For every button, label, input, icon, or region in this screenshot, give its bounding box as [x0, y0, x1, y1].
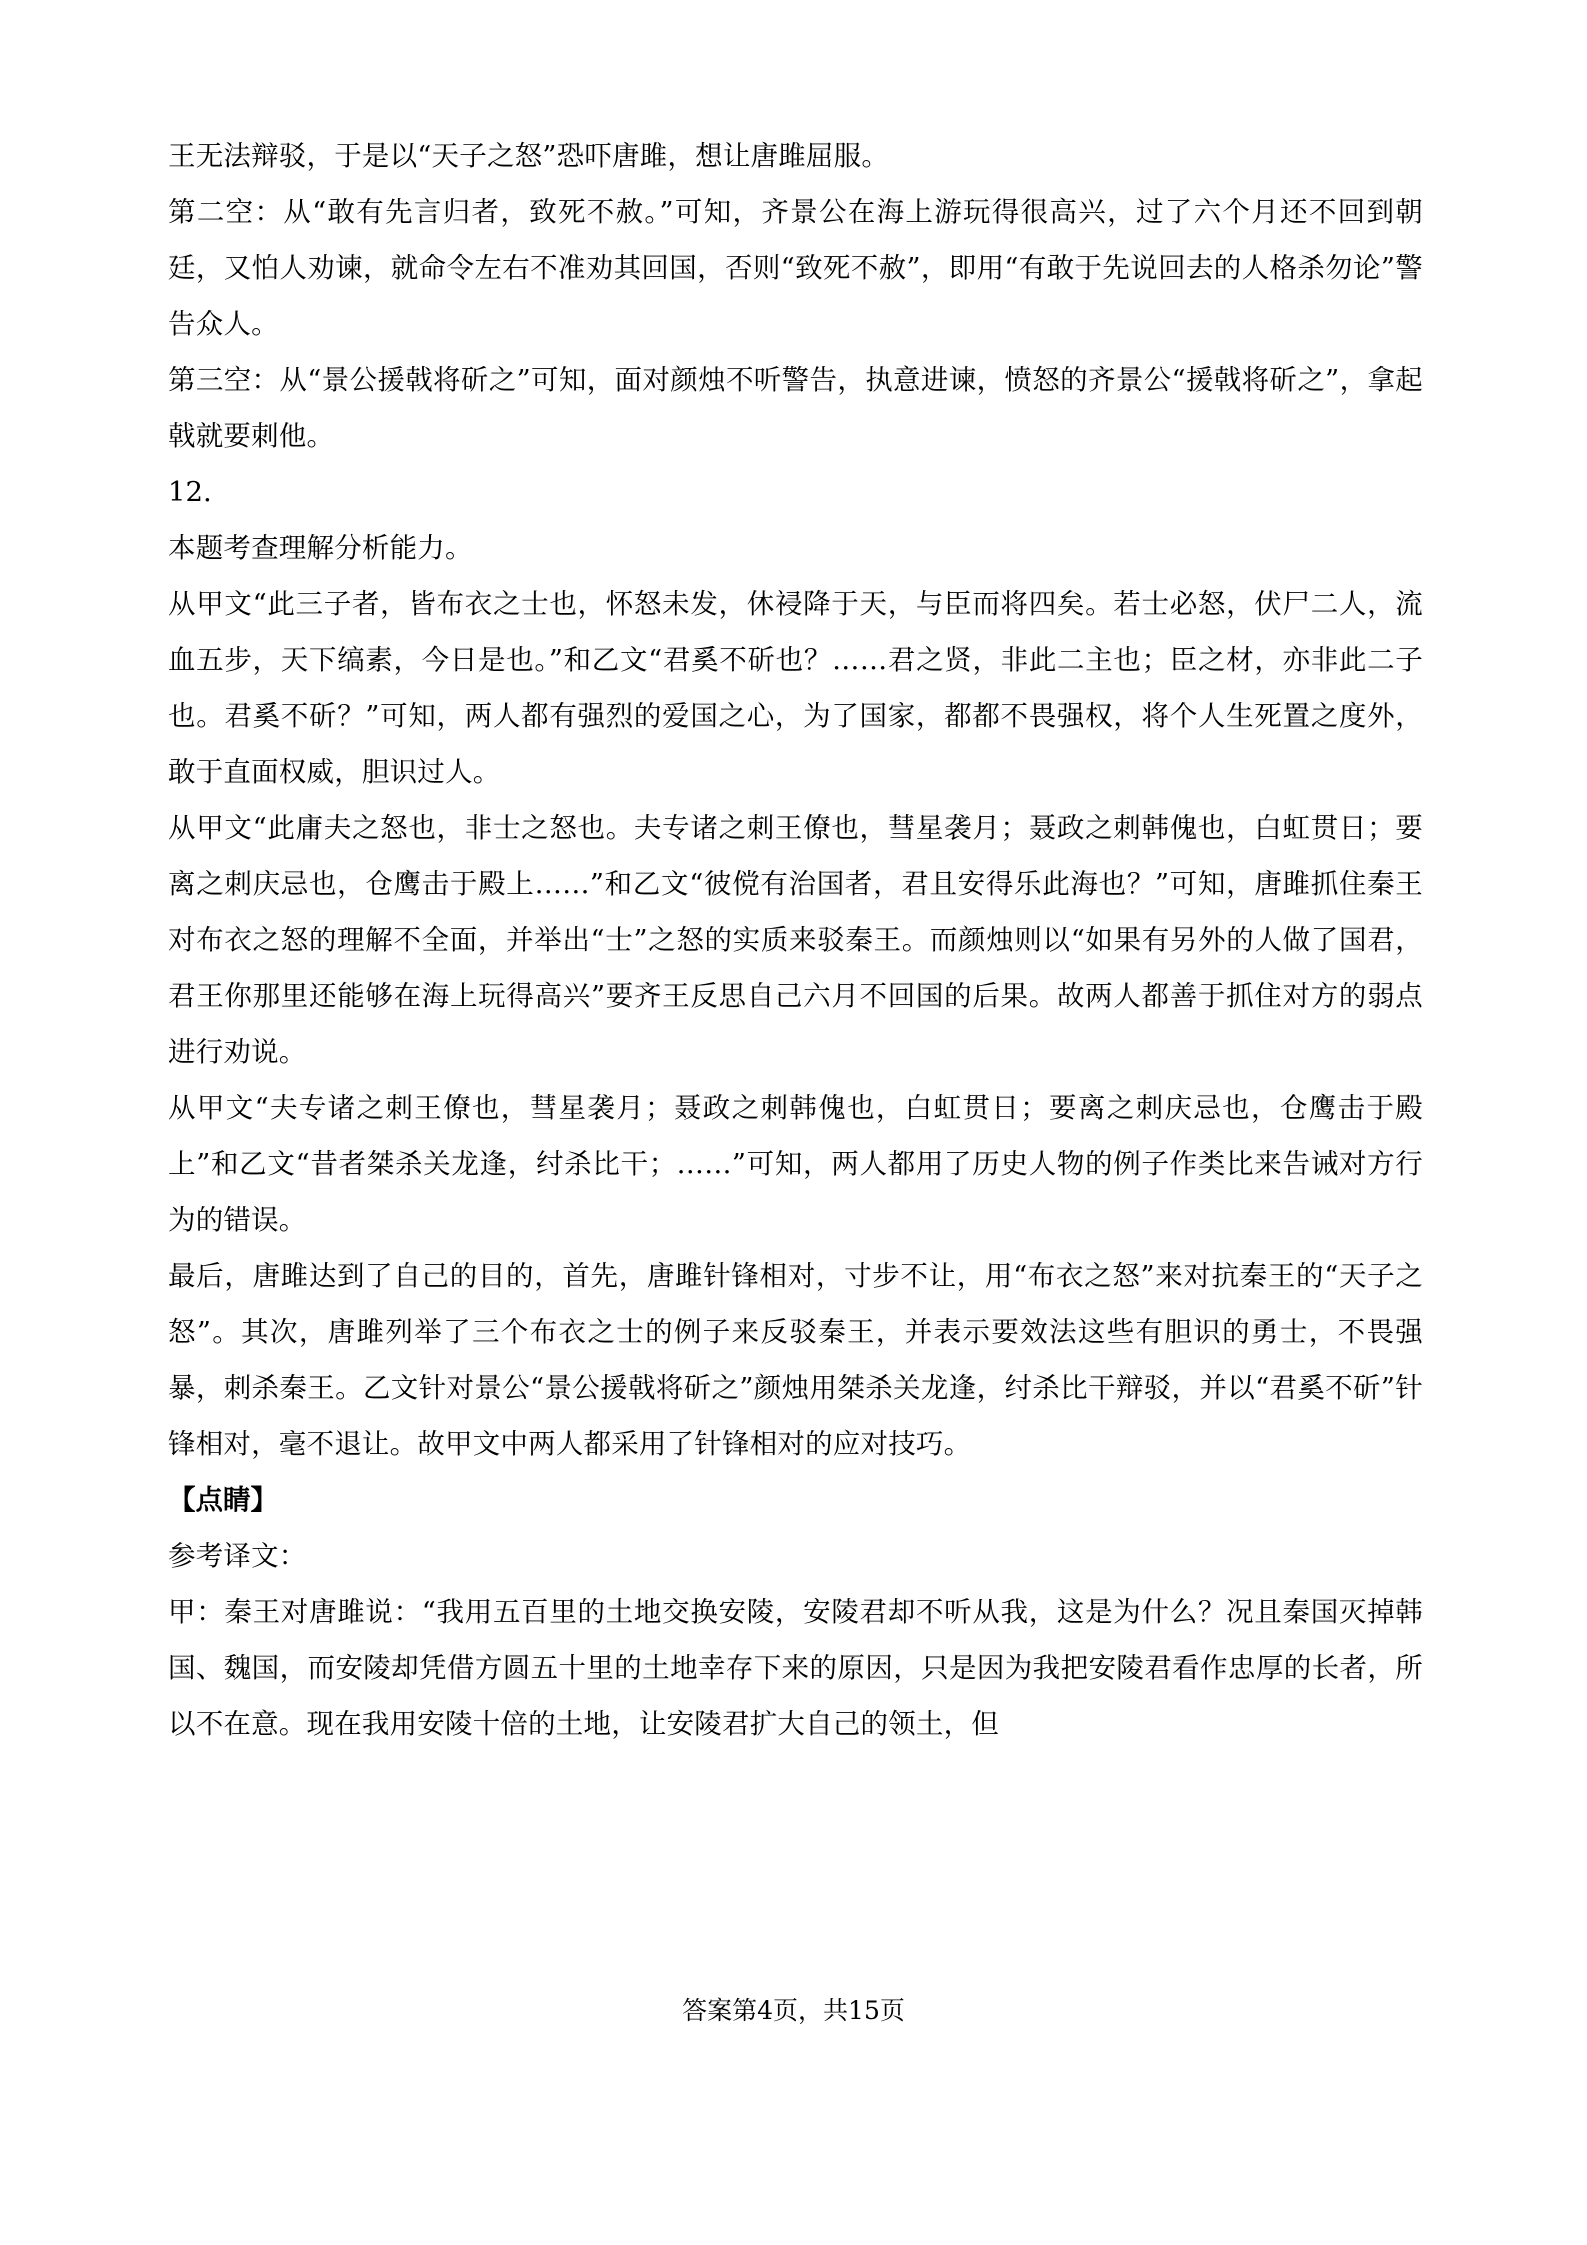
paragraph-ability-note: 本题考查理解分析能力。: [168, 532, 473, 564]
paragraph-analysis-two: 从甲文“此庸夫之怒也，非士之怒也。夫专诸之刺王僚也，彗星袭月；聂政之刺韩傀也，白虹贯日；要离之刺庆忌也，仓鹰击于殿上……”和乙文“彼傥有治国者，君且安得乐此海也？”可知，唐雎抓住秦王对布衣之怒的理解不全面，并举出“士”之怒的实质来驳秦王。而颜烛则以“如果有另外的人做了国君，君王你那里还能够在海上玩得高兴”要齐王反思自己六月不回国的后果。故两人都善于抓住对方的弱点进行劝说。: [168, 812, 1423, 1068]
paragraph-conclusion: 最后，唐雎达到了自己的目的，首先，唐雎针锋相对，寸步不让，用“布衣之怒”来对抗秦王的“天子之怒”。其次，唐雎列举了三个布衣之士的例子来反驳秦王，并表示要效法这些有胆识的勇士，不畏强暴，刺杀秦王。乙文针对景公“景公援戟将斫之”颜烛用桀杀关龙逢，纣杀比干辩驳，并以“君奚不斫”针锋相对，毫不退让。故甲文中两人都采用了针锋相对的应对技巧。: [168, 1260, 1423, 1460]
question-number-12: 12.: [168, 476, 212, 508]
document-body: [168, 128, 1423, 1752]
section-heading-dianjing: 【点睛】: [168, 1484, 278, 1516]
paragraph-analysis-three: 从甲文“夫专诸之刺王僚也，彗星袭月；聂政之刺韩傀也，白虹贯日；要离之刺庆忌也，仓鹰击于殿上”和乙文“昔者桀杀关龙逢，纣杀比干；……”可知，两人都用了历史人物的例子作类比来告诫对方行为的错误。: [168, 1092, 1423, 1236]
paragraph-translation-label: 参考译文：: [168, 1540, 307, 1572]
paragraph-second-blank: 第二空：从“敢有先言归者，致死不赦。”可知，齐景公在海上游玩得很高兴，过了六个月还不回到朝廷，又怕人劝谏，就命令左右不准劝其回国，否则“致死不赦”，即用“有敢于先说回去的人格杀勿论”警告众人。: [168, 196, 1423, 340]
paragraph-analysis-one: 从甲文“此三子者，皆布衣之士也，怀怒未发，休祲降于天，与臣而将四矣。若士必怒，伏尸二人，流血五步，天下缟素，今日是也。”和乙文“君奚不斫也？……君之贤，非此二主也；臣之材，亦非此二子也。君奚不斫？”可知，两人都有强烈的爱国之心，为了国家，都都不畏强权，将个人生死置之度外，敢于直面权威，胆识过人。: [168, 588, 1423, 788]
page-footer: [0, 1994, 1587, 2028]
paragraph-wang-wufa: 王无法辩驳，于是以“天子之怒”恐吓唐雎，想让唐雎屈服。: [168, 140, 890, 172]
paragraph-third-blank: 第三空：从“景公援戟将斫之”可知，面对颜烛不听警告，执意进谏，愤怒的齐景公“援戟将斫之”，拿起戟就要刺他。: [168, 364, 1423, 452]
paragraph-translation-jia: 甲：秦王对唐雎说：“我用五百里的土地交换安陵，安陵君却不听从我，这是为什么？况且秦国灭掉韩国、魏国，而安陵却凭借方圆五十里的土地幸存下来的原因，只是因为我把安陵君看作忠厚的长者，所以不在意。现在我用安陵十倍的土地，让安陵君扩大自己的领土，但: [168, 1596, 1423, 1740]
page-footer-text: 答案第4页，共15页: [682, 1996, 905, 2025]
